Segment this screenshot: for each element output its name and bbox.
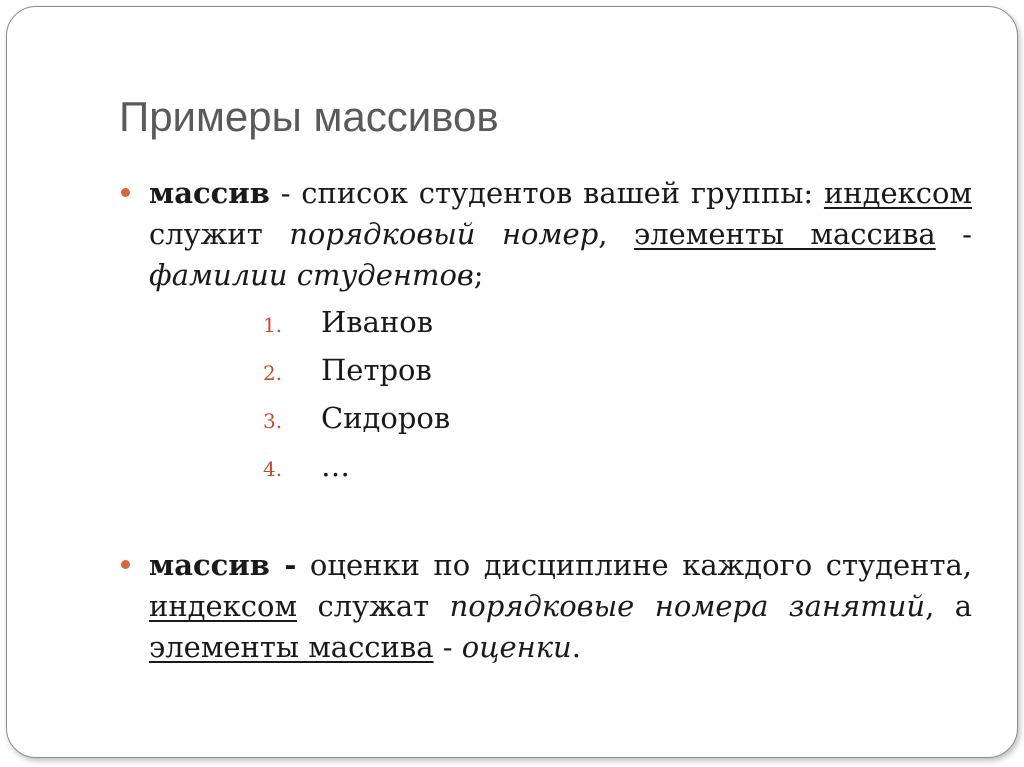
- list-item: [263, 348, 450, 396]
- text: ,: [598, 217, 634, 251]
- list-item: [263, 300, 450, 348]
- list-text: Петров: [321, 353, 432, 387]
- slide: [6, 6, 1018, 758]
- student-list: [263, 300, 450, 492]
- text: служит: [149, 217, 290, 251]
- elements-term: элементы массива: [149, 630, 434, 664]
- text: , а: [925, 589, 972, 623]
- elements-description: оценки: [461, 630, 572, 664]
- text: .: [571, 630, 581, 664]
- list-text: …: [321, 449, 350, 483]
- index-description: порядковые номера занятий: [449, 589, 926, 623]
- paragraph-2: [149, 545, 972, 668]
- index-term: индексом: [149, 589, 298, 623]
- elements-term: элементы массива: [633, 217, 936, 251]
- index-description: порядковый номер: [289, 217, 599, 251]
- bullet-icon: [121, 560, 130, 569]
- paragraph-1: [149, 173, 972, 296]
- list-number: 3.: [263, 409, 283, 433]
- text: -: [433, 630, 462, 664]
- list-number: 4.: [263, 457, 283, 481]
- list-item: [263, 396, 450, 444]
- text: ;: [473, 258, 484, 292]
- text: оценки по дисциплине каждого студента,: [296, 548, 972, 582]
- text: - список студентов вашей группы:: [269, 176, 824, 210]
- list-text: Иванов: [321, 305, 434, 339]
- text: служат: [297, 589, 450, 623]
- list-number: 1.: [263, 313, 283, 337]
- text: -: [935, 217, 972, 251]
- slide-title: Примеры массивов: [119, 93, 499, 140]
- term: массив: [149, 176, 270, 210]
- index-term: индексом: [823, 176, 972, 210]
- term: массив -: [149, 548, 297, 582]
- list-text: Сидоров: [321, 401, 451, 435]
- bullet-icon: [121, 188, 130, 197]
- list-item: [263, 444, 450, 492]
- elements-description: фамилии студентов: [149, 258, 474, 292]
- list-number: 2.: [263, 361, 283, 385]
